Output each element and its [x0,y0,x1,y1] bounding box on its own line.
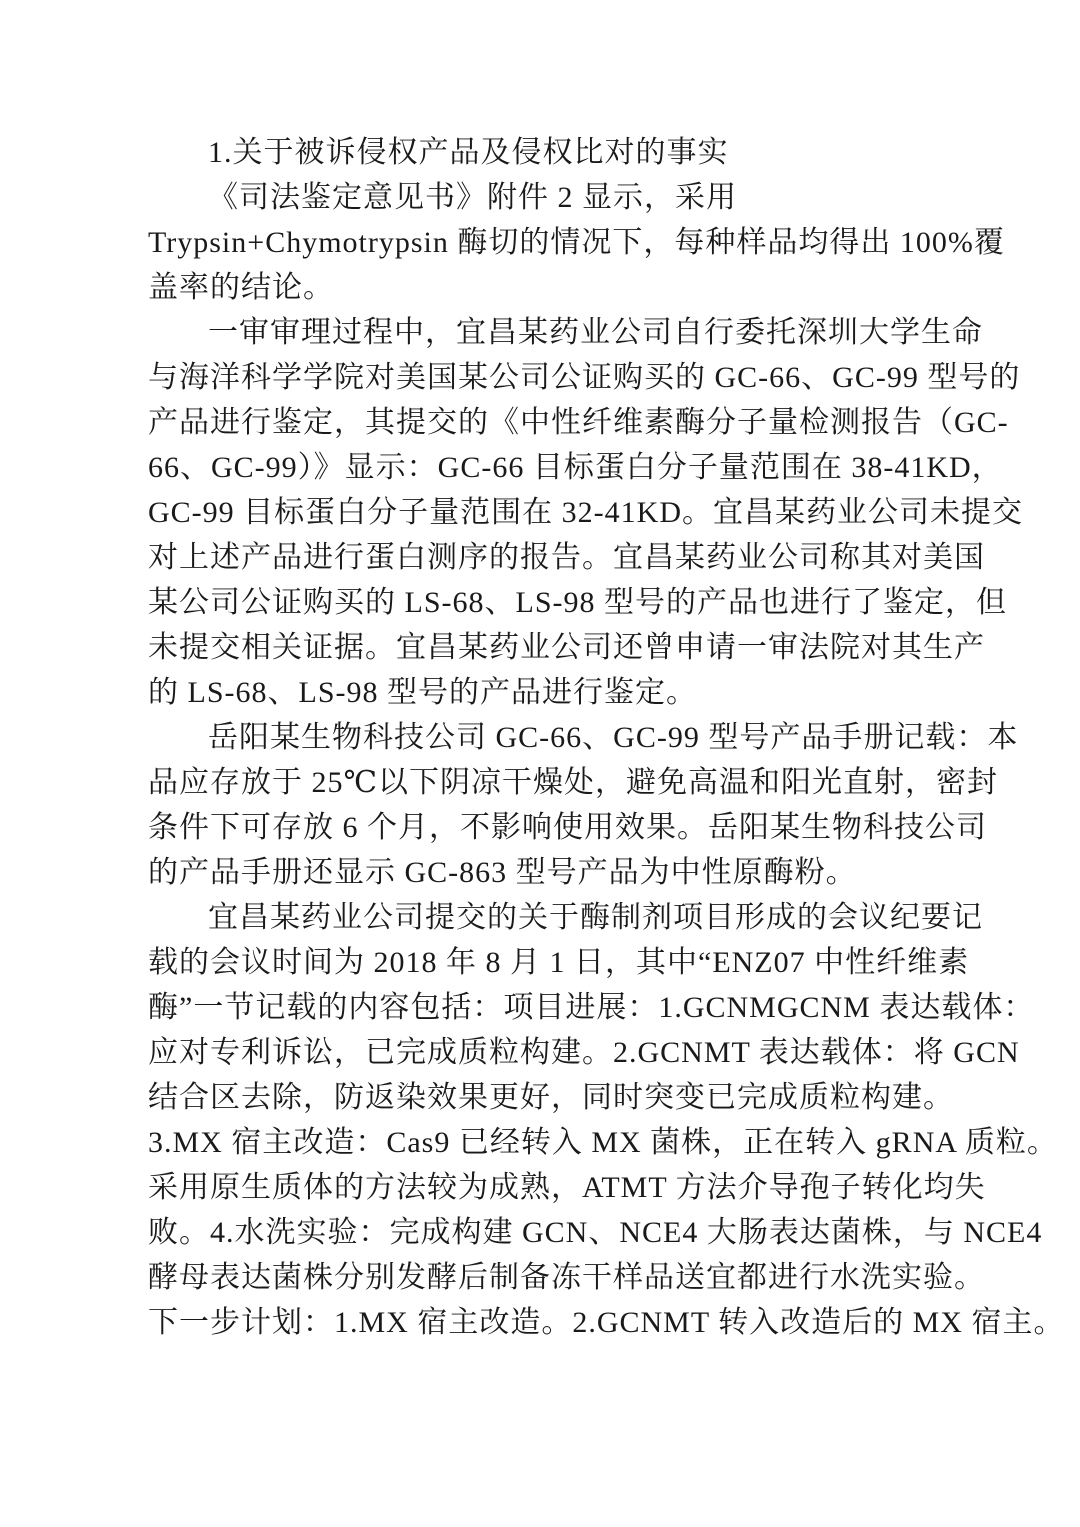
text-line: 下一步计划：1.MX 宿主改造。2.GCNMT 转入改造后的 MX 宿主。 [148,1306,1065,1339]
text-line: 的 LS-68、LS-98 型号的产品进行鉴定。 [148,676,697,709]
text-line: 产品进行鉴定，其提交的《中性纤维素酶分子量检测报告（GC- [148,406,1009,439]
para-meeting-minutes [148,895,1065,1345]
text-line: GC-99 目标蛋白分子量范围在 32-41KD。宜昌某药业公司未提交 [148,496,1023,529]
heading-disputed-product-facts [148,130,942,175]
text-line: 采用原生质体的方法较为成熟，ATMT 方法介导孢子转化均失 [148,1171,986,1204]
text-line: 3.MX 宿主改造：Cas9 已经转入 MX 菌株，正在转入 gRNA 质粒。 [148,1126,1058,1159]
text-line: 应对专利诉讼，已完成质粒构建。2.GCNMT 表达载体：将 GCN [148,1036,1020,1069]
para-product-manual [148,715,1019,895]
text-line: 宜昌某药业公司提交的关于酶制剂项目形成的会议纪要记 [208,901,983,934]
text-line: 1.关于被诉侵权产品及侵权比对的事实 [208,136,729,169]
text-line: 品应存放于 25℃以下阴凉干燥处，避免高温和阳光直射，密封 [148,766,999,799]
text-line: Trypsin+Chymotrypsin 酶切的情况下，每种样品均得出 100%覆 [148,226,1005,259]
text-line: 一审审理过程中，宜昌某药业公司自行委托深圳大学生命 [208,316,983,349]
text-line: 《司法鉴定意见书》附件 2 显示，采用 [208,181,737,214]
text-line: 66、GC-99）》显示：GC-66 目标蛋白分子量范围在 38-41KD， [148,451,1003,484]
text-line: 与海洋科学学院对美国某公司公证购买的 GC-66、GC-99 型号的 [148,361,1021,394]
text-line: 未提交相关证据。宜昌某药业公司还曾申请一审法院对其生产 [148,631,985,664]
text-line: 酶”一节记载的内容包括：项目进展：1.GCNMGCNM 表达载体： [148,991,1035,1024]
text-line: 对上述产品进行蛋白测序的报告。宜昌某药业公司称其对美国 [148,541,985,574]
text-line: 载的会议时间为 2018 年 8 月 1 日，其中“ENZ07 中性纤维素 [148,946,970,979]
text-line: 盖率的结论。 [148,271,334,304]
document-body [148,130,1065,1345]
text-line: 条件下可存放 6 个月，不影响使用效果。岳阳某生物科技公司 [148,811,987,844]
text-line: 酵母表达菌株分别发酵后制备冻干样品送宜都进行水洗实验。 [148,1261,985,1294]
para-first-instance-appraisal [148,310,1023,715]
para-judicial-appraisal-opinion [148,175,1005,310]
text-line: 的产品手册还显示 GC-863 型号产品为中性原酶粉。 [148,856,857,889]
text-line: 岳阳某生物科技公司 GC-66、GC-99 型号产品手册记载：本 [208,721,1019,754]
text-line: 结合区去除，防返染效果更好，同时突变已完成质粒构建。 [148,1081,954,1114]
text-line: 某公司公证购买的 LS-68、LS-98 型号的产品也进行了鉴定，但 [148,586,1007,619]
text-line: 败。4.水洗实验：完成构建 GCN、NCE4 大肠表达菌株，与 NCE4 [148,1216,1043,1249]
